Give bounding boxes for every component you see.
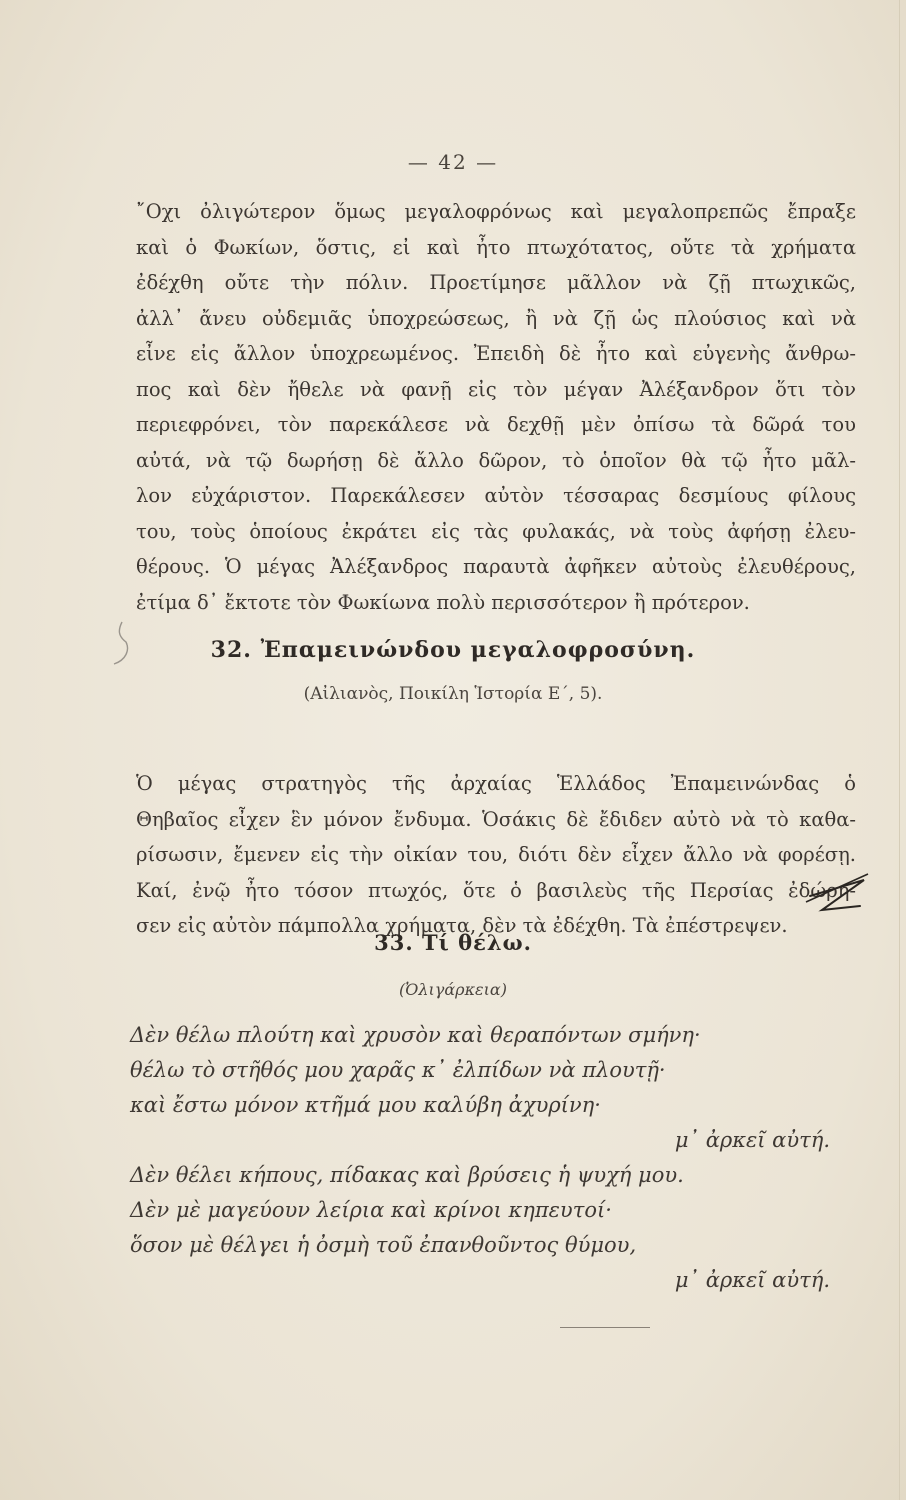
text-line: του, τοὺς ὁποίους ἐκράτει εἰς τὰς φυλακάς, νὰ τοὺς ἀφήσῃ ἐλευ- <box>136 519 856 543</box>
text-line: Ὁ μέγας στρατηγὸς τῆς ἀρχαίας Ἑλλάδος Ἐπαμεινώνδας ὁ <box>136 772 856 795</box>
text-line: ρίσωσιν, ἔμενεν εἰς τὴν οἰκίαν του, διότι δὲν εἶχεν ἄλλο νὰ φορέσῃ. <box>136 843 856 866</box>
text-line: ἐδέχθη οὔτε τὴν πόλιν. Προετίμησε μᾶλλον νὰ ζῇ πτωχικῶς, <box>136 271 856 294</box>
pencil-z-mark <box>802 866 872 926</box>
poem-refrain: μ᾽ ἀρκεῖ αὐτή. <box>674 1268 830 1292</box>
section-33-source: (Ὀλιγάρκεια) <box>399 980 507 999</box>
poem-line: θέλω τὸ στῆθός μου χαρᾶς κ᾽ ἐλπίδων νὰ πλουτῇ· <box>130 1058 666 1082</box>
page-edge <box>899 0 900 1500</box>
text-line: περιεφρόνει, τὸν παρεκάλεσε νὰ δεχθῇ μὲν ὀπίσω τὰ δῶρά του <box>136 413 856 436</box>
text-line: ἀλλ᾽ ἄνευ οὐδεμιᾶς ὑποχρεώσεως, ἢ νὰ ζῇ ὡς πλούσιος καὶ νὰ <box>136 306 856 330</box>
poem-line: Δὲν μὲ μαγεύουν λείρια καὶ κρίνοι κηπευτοί· <box>130 1198 612 1222</box>
text-line: Θηβαῖος εἶχεν ἓν μόνον ἔνδυμα. Ὁσάκις δὲ ἔδιδεν αὐτὸ νὰ τὸ καθα- <box>136 807 856 831</box>
text-line: ἐτίμα δ᾽ ἔκτοτε τὸν Φωκίωνα πολὺ περισσότερον ἢ πρότερον. <box>136 590 750 614</box>
section-32-heading: 32. Ἐπαμεινώνδου μεγαλοφροσύνη. <box>210 637 696 663</box>
pencil-underline <box>560 1327 650 1328</box>
text-line: εἶνε εἰς ἄλλον ὑποχρεωμένος. Ἐπειδὴ δὲ ἦτο καὶ εὐγενὴς ἄνθρω- <box>136 342 856 365</box>
text-line: λον εὐχάριστον. Παρεκάλεσεν αὐτὸν τέσσαρας δεσμίους φίλους <box>136 484 856 507</box>
text-line: σεν εἰς αὐτὸν πάμπολλα χρήματα, δὲν τὰ ἐδέχθη. Τὰ ἐπέστρεψεν. <box>136 914 788 937</box>
poem-line: Δὲν θέλει κήπους, πίδακας καὶ βρύσεις ἡ ψυχή μου. <box>130 1163 684 1187</box>
section-32-source: (Αἰλιανὸς, Ποικίλη Ἱστορία Ε´, 5). <box>303 684 603 704</box>
section-33-heading: 33. Τί θέλω. <box>374 930 532 955</box>
page-number: — 42 — <box>407 150 499 174</box>
text-line: θέρους. Ὁ μέγας Ἀλέξανδρος παραυτὰ ἀφῆκεν αὐτοὺς ἐλευθέρους, <box>136 555 856 578</box>
text-line: πος καὶ δὲν ἤθελε νὰ φανῇ εἰς τὸν μέγαν Ἀλέξανδρον ὅτι τὸν <box>136 377 856 401</box>
poem <box>130 1018 830 1298</box>
poem-line: καὶ ἔστω μόνον κτῆμά μου καλύβη ἀχυρίνη· <box>130 1093 601 1117</box>
poem-refrain: μ᾽ ἀρκεῖ αὐτή. <box>674 1128 830 1152</box>
paragraph-phocion <box>136 194 856 620</box>
poem-line: Δὲν θέλω πλούτη καὶ χρυσὸν καὶ θεραπόντων σμήνη· <box>130 1023 701 1047</box>
text-line: Καί, ἐνῷ ἦτο τόσον πτωχός, ὅτε ὁ βασιλεὺς τῆς Περσίας ἐδώρη- <box>136 878 856 902</box>
text-line: καὶ ὁ Φωκίων, ὅστις, εἰ καὶ ἦτο πτωχότατος, οὔτε τὰ χρήματα <box>136 235 856 259</box>
paragraph-epaminondas <box>136 766 856 944</box>
text-line: αὐτά, νὰ τῷ δωρήσῃ δὲ ἄλλο δῶρον, τὸ ὁποῖον θὰ τῷ ἦτο μᾶλ- <box>136 448 856 472</box>
text-line: ῎Οχι ὀλιγώτερον ὅμως μεγαλοφρόνως καὶ μεγαλοπρεπῶς ἔπραξε <box>136 200 856 223</box>
poem-line: ὅσον μὲ θέλγει ἡ ὀσμὴ τοῦ ἐπανθοῦντος θύμου, <box>130 1233 637 1257</box>
